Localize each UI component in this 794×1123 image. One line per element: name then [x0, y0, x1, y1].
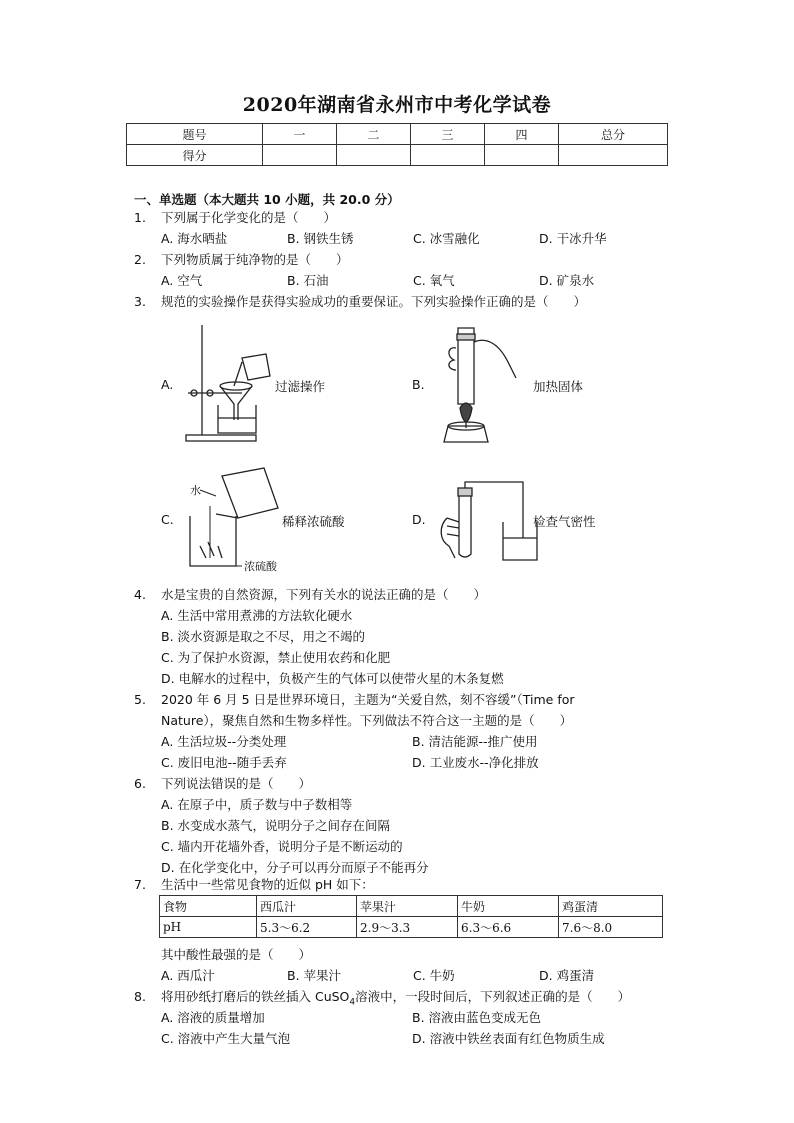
option[interactable]: A. 在原子中，质子数与中子数相等 — [161, 797, 353, 812]
question-text: 规范的实验操作是获得实验成功的重要保证。下列实验操作正确的是（ ） — [161, 294, 587, 309]
option[interactable]: C. 墙内开花墙外香，说明分子是不断运动的 — [161, 839, 403, 854]
water-label: 水 — [190, 484, 201, 497]
option[interactable]: D. 矿泉水 — [539, 273, 595, 288]
question-text: 下列物质属于纯净物的是（ ） — [161, 252, 349, 267]
option[interactable]: D. 鸡蛋清 — [539, 968, 595, 983]
option[interactable]: B. 溶液由蓝色变成无色 — [412, 1010, 542, 1025]
question-number: 3. — [134, 294, 146, 309]
option[interactable]: C. 冰雪融化 — [413, 231, 480, 246]
option[interactable]: D. 在化学变化中，分子可以再分而原子不能再分 — [161, 860, 429, 875]
ph-header-cell: 鸡蛋清 — [559, 896, 663, 917]
question-number: 7. — [134, 877, 146, 892]
ph-header-cell: 牛奶 — [458, 896, 559, 917]
question-text: 其中酸性最强的是（ ） — [161, 947, 312, 962]
score-cell[interactable] — [559, 145, 668, 166]
score-table-score-row — [127, 145, 668, 166]
figure-caption: 检查气密性 — [533, 514, 596, 529]
question-text: 水是宝贵的自然资源，下列有关水的说法正确的是（ ） — [161, 587, 487, 602]
option[interactable]: D. 干冰升华 — [539, 231, 607, 246]
filtration-figure — [180, 320, 275, 445]
option[interactable]: D. — [412, 512, 426, 527]
option[interactable]: A. 溶液的质量增加 — [161, 1010, 265, 1025]
score-header-cell: 题号 — [127, 124, 263, 145]
option[interactable]: A. 空气 — [161, 273, 203, 288]
figure-caption: 稀释浓硫酸 — [282, 514, 345, 529]
option[interactable]: B. 清洁能源--推广使用 — [412, 734, 538, 749]
question-text: 下列属于化学变化的是（ ） — [161, 210, 337, 225]
dilution-figure — [186, 466, 286, 576]
ph-cell: pH — [160, 917, 257, 938]
option[interactable]: C. 溶液中产生大量气泡 — [161, 1031, 291, 1046]
option[interactable]: B. 水变成水蒸气，说明分子之间存在间隔 — [161, 818, 391, 833]
option[interactable]: C. 为了保护水资源，禁止使用农药和化肥 — [161, 650, 391, 665]
question-number: 1. — [134, 210, 146, 225]
option[interactable]: A. — [161, 377, 174, 392]
question-number: 4. — [134, 587, 146, 602]
option[interactable]: C. — [161, 512, 174, 527]
score-header-cell: 一 — [263, 124, 337, 145]
question-number: 6. — [134, 776, 146, 791]
option[interactable]: B. 苹果汁 — [287, 968, 342, 983]
score-header-cell: 二 — [337, 124, 411, 145]
section-heading: 一、单选题（本大题共 10 小题，共 20.0 分） — [134, 192, 400, 207]
option[interactable]: C. 牛奶 — [413, 968, 455, 983]
ph-cell: 6.3～6.6 — [458, 917, 559, 938]
page-title: 2020年湖南省永州市中考化学试卷 — [242, 94, 552, 116]
ph-header-cell: 苹果汁 — [357, 896, 458, 917]
ph-table — [159, 895, 663, 938]
score-cell[interactable] — [263, 145, 337, 166]
option[interactable]: D. 电解水的过程中，负极产生的气体可以使带火星的木条复燃 — [161, 671, 504, 686]
option[interactable]: C. 废旧电池--随手丢弃 — [161, 755, 287, 770]
score-cell[interactable] — [337, 145, 411, 166]
score-row-label: 得分 — [127, 145, 263, 166]
ph-table-row — [160, 917, 663, 938]
acid-label: 浓硫酸 — [244, 560, 277, 573]
question-text: 下列说法错误的是（ ） — [161, 776, 312, 791]
option[interactable]: B. 淡水资源是取之不尽，用之不竭的 — [161, 629, 366, 644]
ph-cell: 7.6～8.0 — [559, 917, 663, 938]
option[interactable]: A. 生活中常用煮沸的方法软化硬水 — [161, 608, 353, 623]
option[interactable]: B. 钢铁生锈 — [287, 231, 354, 246]
question-number: 8. — [134, 989, 146, 1004]
option[interactable]: D. 溶液中铁丝表面有红色物质生成 — [412, 1031, 605, 1046]
question-text-part: 将用砂纸打磨后的铁丝插入 CuSO — [161, 989, 350, 1004]
score-header-cell: 总分 — [559, 124, 668, 145]
subscript: 4 — [349, 997, 356, 1008]
heating-figure — [430, 318, 525, 448]
option[interactable]: C. 氧气 — [413, 273, 455, 288]
question-text: 生活中一些常见食物的近似 pH 如下： — [161, 877, 374, 892]
figure-caption: 加热固体 — [533, 379, 584, 394]
ph-table-header-row — [160, 896, 663, 917]
question-text-part: 溶液中，一段时间后，下列叙述正确的是（ ） — [355, 989, 631, 1004]
option[interactable]: A. 西瓜汁 — [161, 968, 215, 983]
question-text: Nature），聚焦自然和生物多样性。下列做法不符合这一主题的是（ ） — [161, 713, 573, 728]
figure-caption: 过滤操作 — [275, 379, 326, 394]
score-header-cell: 四 — [485, 124, 559, 145]
ph-header-cell: 西瓜汁 — [257, 896, 357, 917]
option[interactable]: A. 海水晒盐 — [161, 231, 228, 246]
score-table — [126, 123, 668, 166]
question-number: 2. — [134, 252, 146, 267]
score-cell[interactable] — [411, 145, 485, 166]
airtight-figure — [433, 478, 543, 568]
option[interactable]: D. 工业废水--净化排放 — [412, 755, 539, 770]
score-header-cell: 三 — [411, 124, 485, 145]
option[interactable]: B. 石油 — [287, 273, 329, 288]
option[interactable]: A. 生活垃圾--分类处理 — [161, 734, 287, 749]
option[interactable]: B. — [412, 377, 425, 392]
score-table-header-row — [127, 124, 668, 145]
score-cell[interactable] — [485, 145, 559, 166]
ph-header-cell: 食物 — [160, 896, 257, 917]
question-text: 2020 年 6 月 5 日是世界环境日，主题为“关爱自然，刻不容缓”（Time for — [161, 692, 575, 707]
ph-cell: 5.3～6.2 — [257, 917, 357, 938]
question-number: 5. — [134, 692, 146, 707]
ph-cell: 2.9～3.3 — [357, 917, 458, 938]
